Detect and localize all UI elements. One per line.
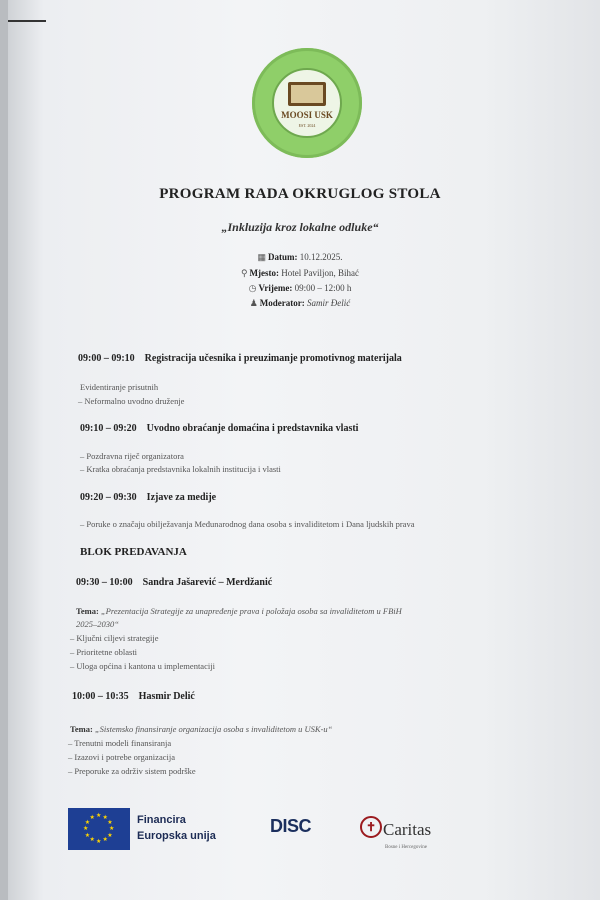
meta-vrijeme [0,283,600,294]
meta-datum [0,252,600,263]
schedule-title: Registracija učesnika i preuzimanje promotivnog materijala [144,353,402,364]
lecture-bullet: – Prioritetne oblasti [70,647,138,657]
logo-figures-icon [288,82,326,106]
lecture-time: 09:30 – 10:00 [76,577,133,588]
lecture-speaker: Hasmir Delić [138,691,195,702]
lecture-time: 10:00 – 10:35 [72,691,129,702]
meta-mjesto [0,268,600,279]
schedule-title: Izjave za medije [146,492,217,503]
eu-star-icon: ★ [83,826,89,832]
lecture-bullet: – Trenutni modeli finansiranja [68,738,172,748]
eu-funding-line2: Europska unija [137,830,216,842]
lecture-item [72,691,195,702]
caritas-subtitle: Bosne i Hercegovine [385,845,427,850]
eu-star-icon: ★ [96,813,102,819]
media-bullet-text: – Poruke o značaju obilježavanja Međunarodnog dana osoba s invaliditetom i Dana ljudskih prava [80,519,415,529]
logo-inner-circle [272,68,342,138]
schedule-item [78,353,402,364]
schedule-item [80,492,216,503]
eu-star-icon: ★ [84,819,91,826]
eu-star-icon: ★ [89,814,95,821]
meta-datum-label: Datum: [268,252,298,262]
schedule-time: 09:20 – 09:30 [80,492,137,503]
meta-mjesto-value: Hotel Paviljon, Bihać [281,268,360,278]
schedule-bullet: – Neformalno uvodno druženje [78,396,185,406]
eu-funding-line1: Financira [137,814,186,826]
eu-star-icon: ★ [107,819,113,826]
meta-datum-value: 10.12.2025. [299,252,343,262]
eu-star-icon: ★ [96,839,102,845]
clock-icon: ◷ [248,283,257,293]
caritas-logo: Caritas [383,820,432,839]
schedule-bullet: Evidentiranje prisutnih [80,382,159,392]
blok-title: BLOK PREDAVANJA [80,546,187,558]
eu-flag-icon [68,808,130,850]
person-icon: ♟ [249,298,258,308]
document-subtitle: „Inkluzija kroz lokalne odluke“ [221,220,379,234]
meta-vrijeme-label: Vrijeme: [258,283,293,293]
lecture-bullet: – Izazovi i potrebe organizacija [68,752,175,762]
eu-star-icon: ★ [84,832,91,839]
tema-label: Tema: [70,724,93,734]
meta-mjesto-label: Mjesto: [249,268,280,278]
eu-star-icon: ★ [89,837,95,844]
meta-moderator-value: Samir Đelić [307,298,351,308]
meta-moderator-label: Moderator: [259,298,305,308]
logo-est: EST. 2024 [298,123,316,128]
document-title: PROGRAM RADA OKRUGLOG STOLA [159,186,441,202]
schedule-item [80,423,358,434]
eu-star-icon: ★ [107,832,113,839]
schedule-bullet: – Kratka obraćanja predstavnika lokalnih institucija i vlasti [80,464,281,474]
moosi-usk-logo [252,48,362,158]
lecture-tema [70,724,332,734]
caritas-cross-icon: ✝ [360,816,382,838]
lecture-bullet: – Ključni ciljevi strategije [70,633,159,643]
tema-text-continued: 2025–2030“ [76,619,119,629]
logo-name: MOOSI USK [281,110,333,120]
tema-label: Tema: [76,606,99,616]
lecture-bullet: – Preporuke za održiv sistem podrške [68,766,196,776]
meta-vrijeme-value: 09:00 – 12:00 h [294,283,352,293]
eu-funding-text [137,812,216,844]
schedule-bullet [80,519,414,529]
lecture-item [76,577,272,588]
lecture-bullet: – Uloga općina i kantona u implementaciji [70,661,215,671]
tema-text: „Prezentacija Strategije za unapređenje prava i položaja osoba sa invaliditetom u FBiH [100,606,402,616]
pin-icon: ⚲ [240,268,248,278]
pen-mark [8,20,46,22]
schedule-bullet: – Pozdravna riječ organizatora [80,451,184,461]
schedule-title: Uvodno obraćanje domaćina i predstavnika vlasti [146,423,359,434]
eu-star-icon: ★ [102,814,108,821]
lecture-speaker: Sandra Jašarević – Merdžanić [142,577,273,588]
disc-logo: DISC [270,816,312,836]
lecture-tema [76,606,402,616]
eu-star-icon: ★ [102,837,108,844]
schedule-time: 09:00 – 09:10 [78,353,135,364]
schedule-time: 09:10 – 09:20 [80,423,137,434]
meta-moderator [0,298,600,309]
eu-star-icon: ★ [109,826,115,832]
tema-text: „Sistemsko finansiranje organizacija osoba s invaliditetom u USK-u“ [94,724,333,734]
calendar-icon: ▦ [257,252,266,262]
